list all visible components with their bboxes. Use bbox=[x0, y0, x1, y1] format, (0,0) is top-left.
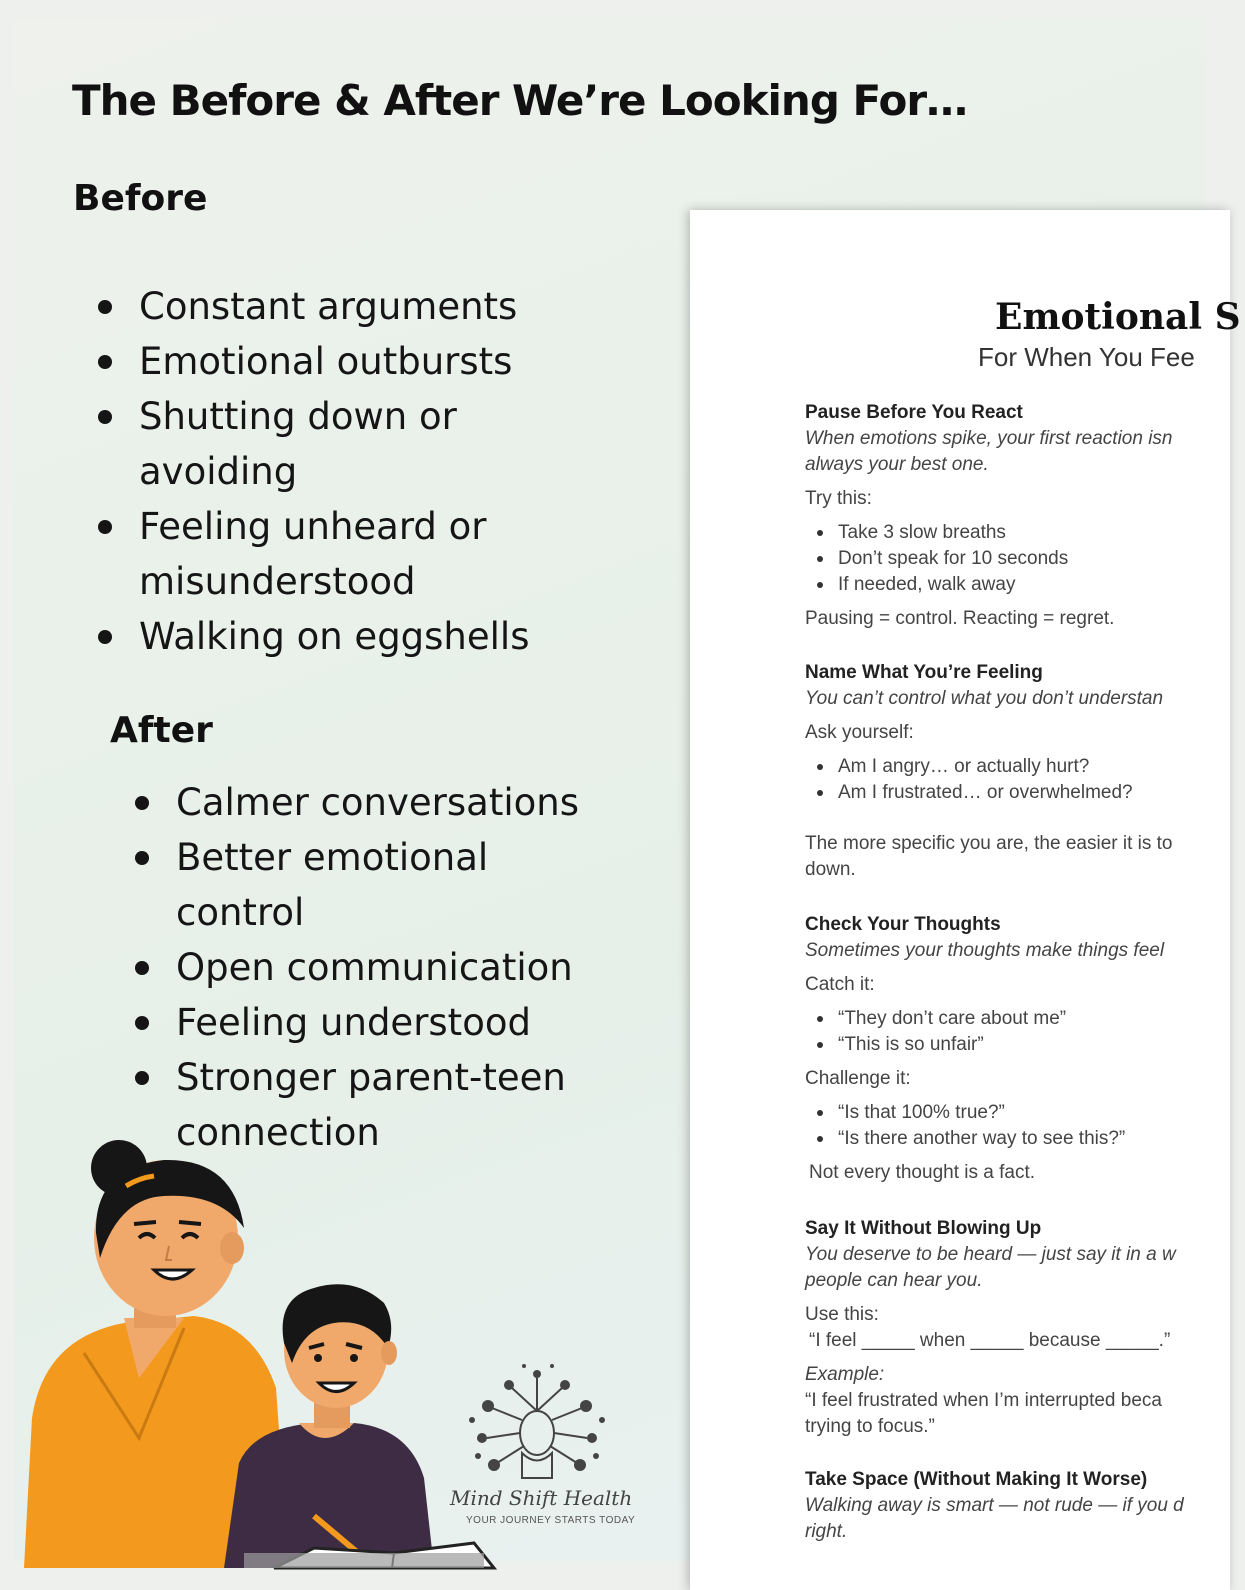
list-item: Feeling unheard or bbox=[73, 499, 530, 554]
section-template: “I feel _____ when _____ because _____.” bbox=[809, 1330, 1171, 1351]
section-intro: people can hear you. bbox=[805, 1270, 983, 1291]
list-item: Constant arguments bbox=[73, 279, 530, 334]
worksheet-section-take-space bbox=[805, 1467, 1245, 1545]
list-item: Walking on eggshells bbox=[73, 609, 530, 664]
section-label: Ask yourself: bbox=[805, 722, 914, 743]
section-note: down. bbox=[805, 859, 856, 880]
list-item: Am I angry… or actually hurt? bbox=[805, 754, 1245, 780]
logo-tagline: YOUR JOURNEY STARTS TODAY bbox=[466, 1515, 636, 1526]
section-note: Not every thought is a fact. bbox=[809, 1162, 1036, 1183]
list-item: Shutting down or bbox=[73, 389, 530, 444]
list-item: Am I frustrated… or overwhelmed? bbox=[805, 780, 1245, 806]
before-heading: Before bbox=[73, 178, 208, 219]
section-label: Use this: bbox=[805, 1304, 879, 1325]
list-item: Don’t speak for 10 seconds bbox=[805, 546, 1245, 572]
list-item: Calmer conversations bbox=[110, 775, 579, 830]
section-label: Try this: bbox=[805, 488, 872, 509]
section-intro: You deserve to be heard — just say it in a w bbox=[805, 1244, 1176, 1265]
section-heading: Name What You’re Feeling bbox=[805, 662, 1043, 683]
worksheet-section-say-it bbox=[805, 1216, 1245, 1440]
after-list bbox=[110, 775, 579, 1160]
list-item-continued: avoiding bbox=[139, 450, 298, 493]
worksheet-title: Emotional S bbox=[995, 296, 1241, 338]
mind-shift-health-logo bbox=[442, 1358, 632, 1558]
section-heading: Check Your Thoughts bbox=[805, 914, 1001, 935]
section-list bbox=[805, 520, 1245, 598]
section-heading: Take Space (Without Making It Worse) bbox=[805, 1469, 1148, 1490]
list-item: Feeling understood bbox=[110, 995, 579, 1050]
section-heading: Pause Before You React bbox=[805, 402, 1023, 423]
before-list bbox=[73, 279, 530, 664]
list-item: “Is that 100% true?” bbox=[805, 1100, 1245, 1126]
section-intro: You can’t control what you don’t understan bbox=[805, 688, 1164, 709]
list-item: “They don’t care about me” bbox=[805, 1006, 1245, 1032]
logo-name: Mind Shift Health bbox=[450, 1486, 633, 1510]
list-item-continued: control bbox=[176, 891, 305, 934]
page-title: The Before & After We’re Looking For… bbox=[72, 76, 968, 125]
section-label: Catch it: bbox=[805, 974, 875, 995]
section-intro: Walking away is smart — not rude — if you d bbox=[805, 1495, 1184, 1516]
section-list bbox=[805, 754, 1245, 806]
section-intro: right. bbox=[805, 1521, 848, 1542]
section-note: The more specific you are, the easier it is to bbox=[805, 833, 1173, 854]
worksheet-section-name-feeling bbox=[805, 660, 1245, 883]
section-intro: When emotions spike, your first reaction isn bbox=[805, 428, 1173, 449]
section-note: Pausing = control. Reacting = regret. bbox=[805, 608, 1115, 629]
section-intro: Sometimes your thoughts make things feel bbox=[805, 940, 1165, 961]
section-example: trying to focus.” bbox=[805, 1416, 935, 1437]
after-heading: After bbox=[110, 710, 213, 751]
list-item: “This is so unfair” bbox=[805, 1032, 1245, 1058]
list-item: Take 3 slow breaths bbox=[805, 520, 1245, 546]
parent-teen-illustration bbox=[14, 1138, 494, 1568]
content-panel bbox=[14, 18, 1241, 1561]
list-item-continued: misunderstood bbox=[139, 560, 416, 603]
section-intro: always your best one. bbox=[805, 454, 989, 475]
section-list bbox=[805, 1006, 1245, 1058]
worksheet-section-thoughts bbox=[805, 912, 1245, 1186]
list-item: If needed, walk away bbox=[805, 572, 1245, 598]
section-label: Challenge it: bbox=[805, 1068, 911, 1089]
section-heading: Say It Without Blowing Up bbox=[805, 1218, 1042, 1239]
list-item: Better emotional bbox=[110, 830, 579, 885]
list-item: Stronger parent-teen bbox=[110, 1050, 579, 1105]
worksheet-preview bbox=[690, 210, 1241, 1590]
worksheet-subtitle: For When You Fee bbox=[978, 342, 1195, 372]
list-item: “Is there another way to see this?” bbox=[805, 1126, 1245, 1152]
section-label: Example: bbox=[805, 1364, 885, 1385]
list-item: Open communication bbox=[110, 940, 579, 995]
list-item: Emotional outbursts bbox=[73, 334, 530, 389]
worksheet-section-pause bbox=[805, 400, 1245, 632]
section-list bbox=[805, 1100, 1245, 1152]
list-item-continued: connection bbox=[176, 1111, 380, 1154]
section-example: “I feel frustrated when I’m interrupted beca bbox=[805, 1390, 1162, 1411]
